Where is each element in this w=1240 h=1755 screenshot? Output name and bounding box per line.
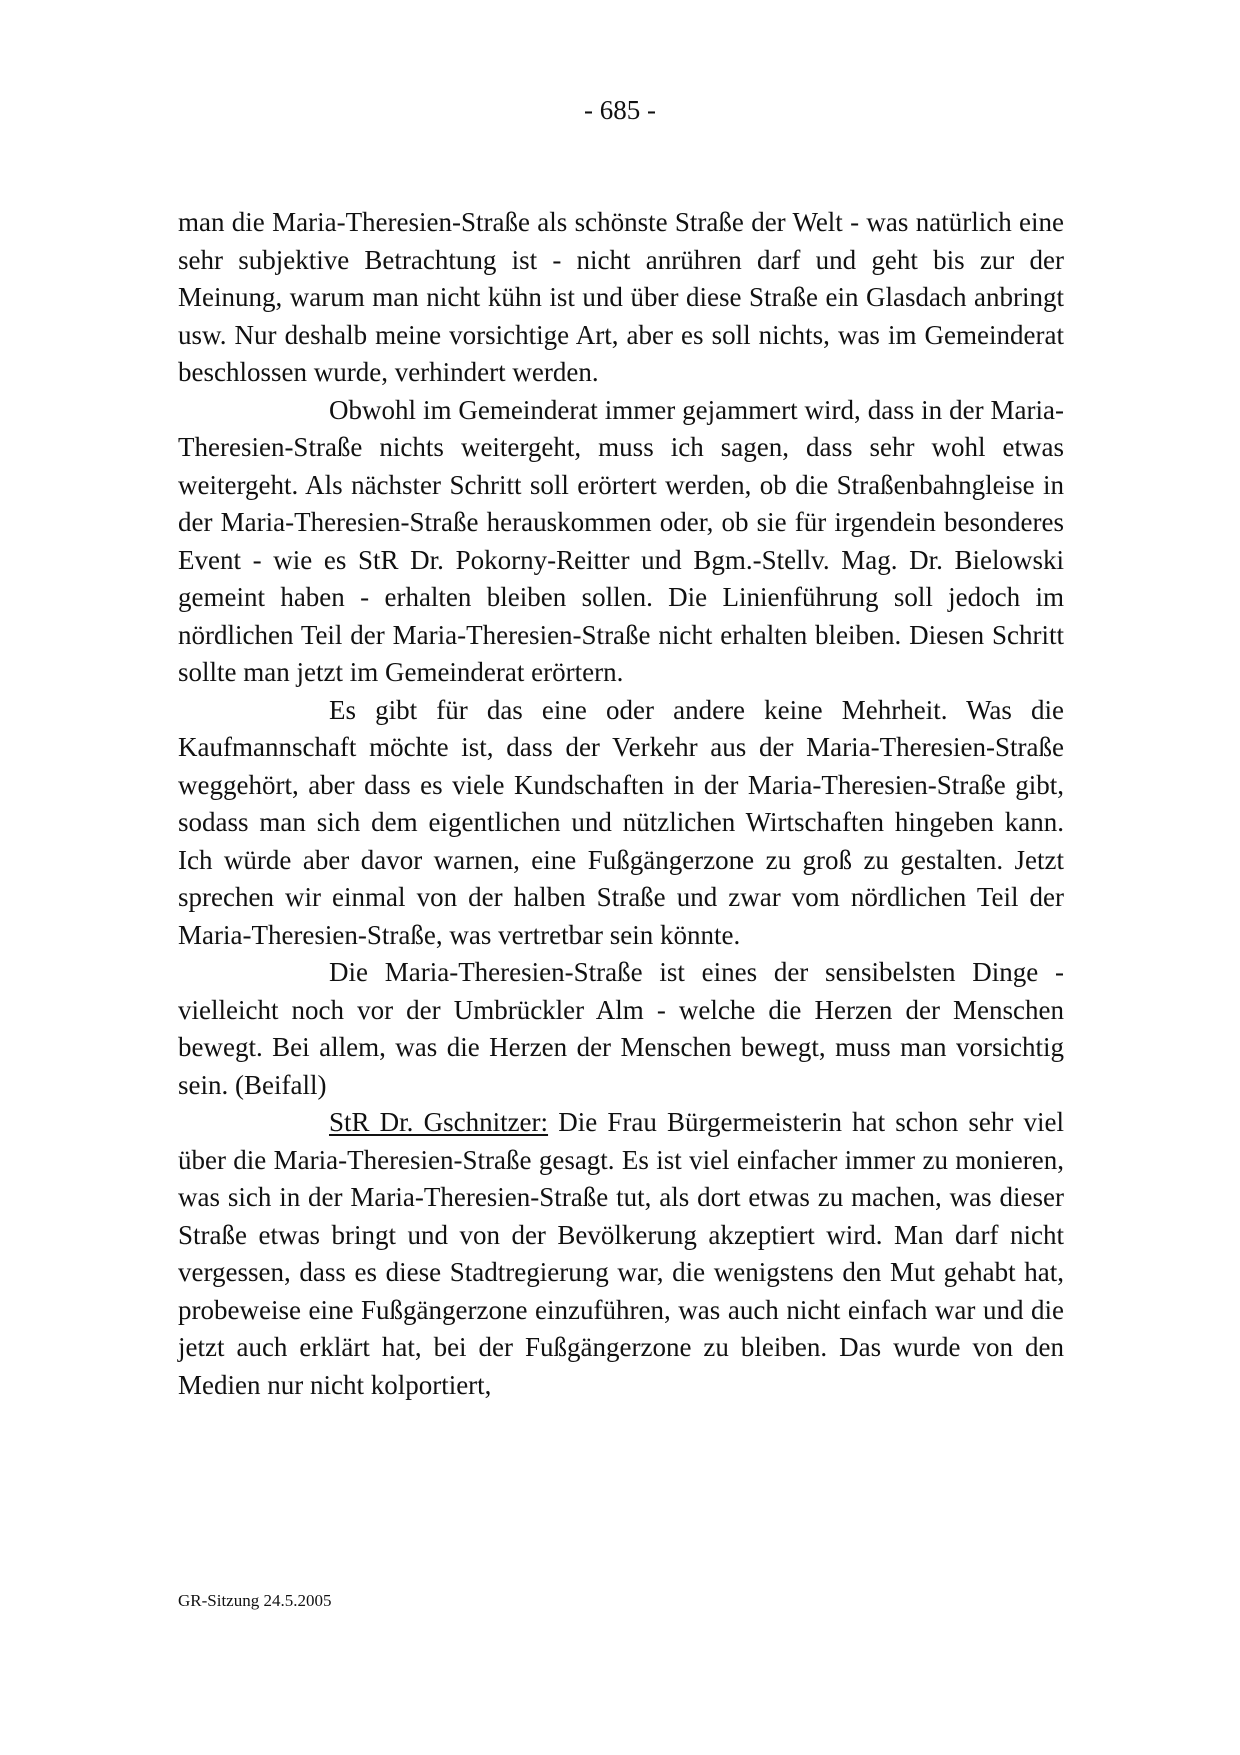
page-number: - 685 - — [584, 95, 656, 125]
paragraph-1: man die Maria-Theresien-Straße als schönste Straße der Welt - was natürlich eine sehr subjektive Betrachtung ist - nicht anrühren darf und geht bis zur der Meinung, warum man nicht kühn ist und über diese Straße ein Glasdach anbringt usw. Nur deshalb meine vorsichtige Art, aber es soll nichts, was im Gemeinderat beschlossen wurde, verhindert werden. — [178, 207, 1064, 387]
speaker-name: StR Dr. Gschnitzer: — [329, 1107, 549, 1137]
speech-text: Die Frau Bürgermeisterin hat schon sehr viel über die Maria-Theresien-Straße gesagt. Es ist viel einfacher immer zu monieren, was sich in der Maria-Theresien-Straße tut, als dort etwas zu machen, was dieser Straße etwas bringt und von der Bevölkerung akzeptiert wird. Man darf nicht vergessen, dass es diese Stadtregierung war, die wenigstens den Mut gehabt hat, probeweise eine Fußgängerzone einzuführen, was auch nicht einfach war und die jetzt auch erklärt hat, bei der Fußgängerzone zu bleiben. Das wurde von den Medien nur nicht kolportiert, — [178, 1107, 1064, 1400]
paragraph-3: Es gibt für das eine oder andere keine Mehrheit. Was die Kaufmannschaft möchte ist, dass der Verkehr aus der Maria-Theresien-Straße weggehört, aber dass es viele Kundschaften in der Maria-Theresien-Straße gibt, sodass man sich dem eigentlichen und nützlichen Wirtschaften hingeben kann. Ich würde aber davor warnen, eine Fußgängerzone zu groß zu gestalten. Jetzt sprechen wir einmal von der halben Straße und zwar vom nördlichen Teil der Maria-Theresien-Straße, was vertretbar sein könnte. — [178, 694, 1064, 950]
paragraph-4: Die Maria-Theresien-Straße ist eines der sensibelsten Dinge - vielleicht noch vor der Umbrückler Alm - welche die Herzen der Menschen bewegt. Bei allem, was die Herzen der Menschen bewegt, muss man vorsichtig sein. (Beifall) — [178, 957, 1064, 1100]
footer-session-date: GR-Sitzung 24.5.2005 — [178, 1591, 332, 1610]
document-body — [178, 204, 1064, 1404]
speech-paragraph — [178, 1104, 1064, 1404]
paragraph-2: Obwohl im Gemeinderat immer gejammert wird, dass in der Maria-Theresien-Straße nichts weitergeht, muss ich sagen, dass sehr wohl etwas weitergeht. Als nächster Schritt soll erörtert werden, ob die Straßenbahngleise in der Maria-Theresien-Straße herauskommen oder, ob sie für irgendein besonderes Event - wie es StR Dr. Pokorny-Reitter und Bgm.-Stellv. Mag. Dr. Bielowski gemeint haben - erhalten bleiben sollen. Die Linienführung soll jedoch im nördlichen Teil der Maria-Theresien-Straße nicht erhalten bleiben. Diesen Schritt sollte man jetzt im Gemeinderat erörtern. — [178, 394, 1064, 687]
